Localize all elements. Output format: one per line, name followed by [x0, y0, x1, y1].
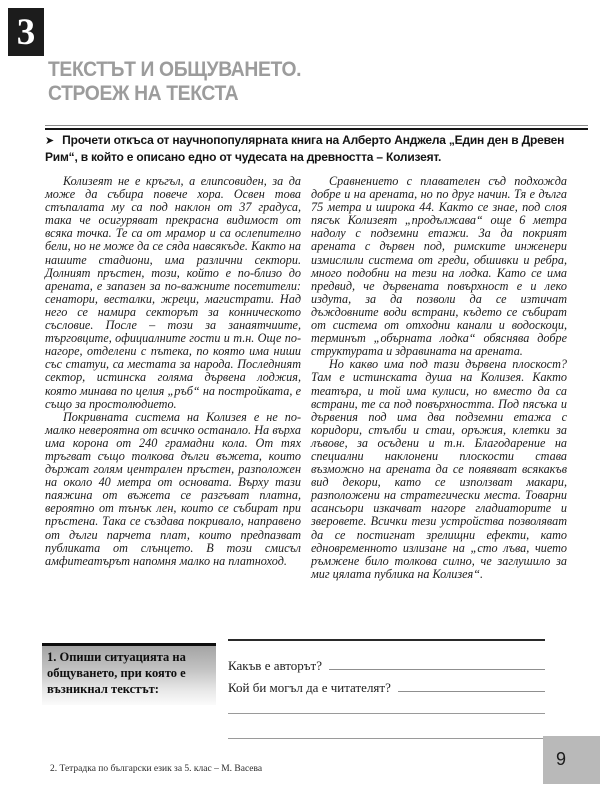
section-divider-bar [45, 128, 588, 131]
paragraph-roof-system: Покривната система на Колизея е не по-малко невероятна от всичко останало. На върха има корона от 240 грамадни кола. От тях тръгват също толкова дълги въжета, които държат голям централен пръстен, разположен на около 40 метра от основата. Върху тази паяжина от въжета се разгъват платна, вероятно от тънък лен, които се събират при пръстена. Така се създава покривало, направено от дълги парчета плат, които предпазват публиката от слънцето. В този смисъл амфитеатърът напомня малко на платноход. [45, 409, 301, 568]
reading-instruction-text: Прочети откъса от научнопопулярната книга на Алберто Анджела „Един ден в Древен Рим“, в който е описано едно от чудесата на древността – Колизеят. [45, 133, 565, 164]
reading-instruction [45, 133, 588, 165]
task-box [42, 643, 216, 705]
page-number: 9 [556, 749, 567, 769]
answer-area [228, 639, 545, 747]
chapter-number-badge [8, 8, 44, 56]
left-column [45, 175, 301, 581]
imprint-text: 2. Тетрадка по български език за 5. клас – М. Васева [50, 764, 263, 774]
answer-line-author [329, 658, 545, 670]
question-author-row [228, 658, 545, 673]
answer-blank-line-2 [228, 738, 543, 739]
chapter-number: 3 [16, 11, 36, 53]
page-title-line1: ТЕКСТЪТ И ОБЩУВАНЕТО. [48, 58, 302, 81]
question-reader-label: Кой би могъл да е читателят? [228, 680, 391, 695]
arrow-right-icon: ➤ [45, 135, 55, 147]
answer-line-reader [398, 680, 545, 692]
page-title-line2: СТРОЕЖ НА ТЕКСТА [48, 82, 239, 105]
paragraph-underground: Но какво има под тази дървена плоскост? Там е истинската душа на Колизея. Както театъра, и той има кулиси, но вместо да са встрани, те са под повърхността. Под пясъка и дървения под има два подземни етажа с коридори, стълби и стаи, оръжия, клетки за лъвове, за осъдени и т.н. Благодарение на специални наклонени плоскости става възможно на арената да се появяват всякакъв вид декори, като се използват макари, разположени на стратегически места. Товарни асансьори изкачват нагоре гладиаторите и зверовете. Всички тези устройства позволяват да се постигнат зрелищни ефекти, като едновременното излизане на „сто лъва, чието ръмжене било толкова силно, че заглушило за миг цялата публика на Колизея“. [311, 357, 567, 581]
paragraph-colosseum-shape: Колизеят не е кръгъл, а елипсовиден, за да може да събира повече хора. Освен това стъпалата му са под наклон от 37 градуса, така че осигуряват прекрасна видимост от всяка точка. Те са от мрамор и са ослепително бели, но не може да се сяда навсякъде. Както на нашите стадиони, има различни сектори. Долният пръстен, този, който е по-близо до арената, е запазен за по-важните посетители: сенатори, весталки, жреци, магистрати. Над него се намира секторът за конническото съсловие. После – този за занаятчиите, търговците, официалните гости и т.н. Още по-нагоре, отделени с пътека, по която има ниши със статуи, са местата за народа. Последният сектор, истинска голяма дървена лоджия, която минава по целия „ръб“ на постройката, е също за простолюдието. [45, 174, 301, 411]
paragraph-ship-comparison: Сравнението с плавателен съд подхожда добре и на арената, но по друг начин. Тя е дълга 75 метра и широка 44. Както се знае, под слоя пясък Колизеят „продължава“ още 6 метра надолу с подземни етажи. За да покрият арената с дървен под, римските инженери измислили система от греди, обшивки и ребра, много подобни на тези на лодка. Като се има предвид, че дървената повърхност е и леко издута, за да позволи да се изтичат дъждовните води встрани, където се събират от система от отходни канали и водоскоци, терминът „обърната лодка“ обяснява добре структурата и здравината на арената. [311, 174, 567, 359]
task-label: 1. Опиши ситуацията на общуването, при която е възникнал текстът: [47, 650, 186, 696]
right-column [311, 175, 567, 581]
question-author-label: Какъв е авторът? [228, 658, 322, 673]
page-number-box [543, 736, 600, 784]
question-reader-row [228, 680, 545, 695]
answer-blank-line-1 [228, 713, 545, 714]
section-divider [45, 125, 588, 130]
article-text [45, 175, 567, 581]
page-title [48, 58, 301, 106]
